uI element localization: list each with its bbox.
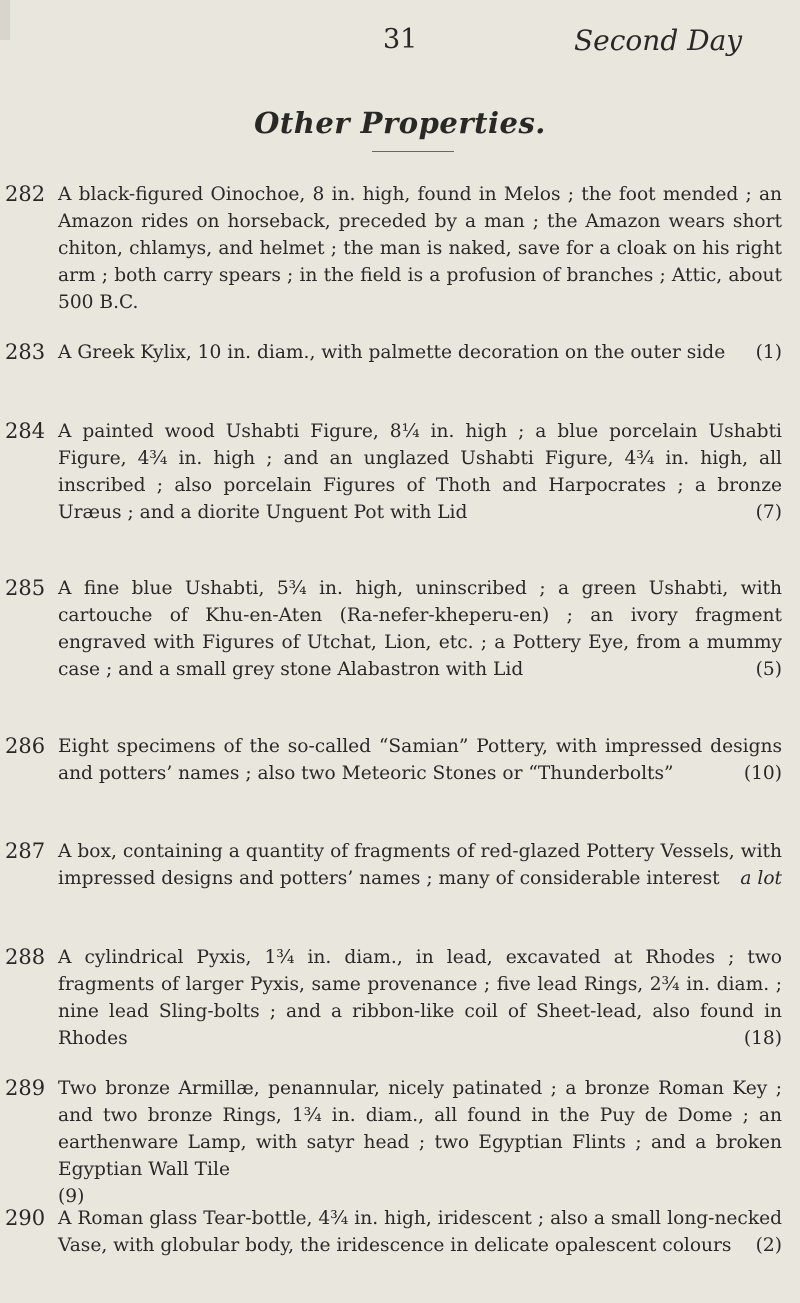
lot-number: 290	[5, 1206, 46, 1230]
lot-description	[58, 181, 782, 316]
lot-description	[58, 1205, 782, 1259]
lot-description-text: Two bronze Armillæ, penannular, nicely patinated ; a bronze Roman Key ; and two bronze Rings, 1¾ in. diam., all found in the Puy de Dome ; an earthenware Lamp, with satyr head ; two Egyptian Flints ; and a broken Egyptian Wall Tile	[58, 1078, 782, 1180]
lot-quantity: (10)	[743, 763, 782, 784]
lot-quantity: (9)	[58, 1186, 85, 1207]
page-number: 31	[383, 24, 418, 55]
lot-description-text: A cylindrical Pyxis, 1¾ in. diam., in lead, excavated at Rhodes ; two fragments of larger Pyxis, same provenance ; five lead Rings, 2¾ in. diam. ; nine lead Sling-bolts ; and a ribbon-like coil of Sheet-lead, also found in Rhodes	[58, 947, 782, 1049]
lot-description	[58, 944, 782, 1052]
lot-number: 286	[5, 734, 46, 758]
lot-number: 282	[5, 182, 46, 206]
lot-description	[58, 339, 782, 366]
lot-number: 283	[5, 340, 46, 364]
lot-description	[58, 418, 782, 526]
lot-description	[58, 1075, 782, 1210]
lot-number: 285	[5, 576, 46, 600]
page-header	[0, 24, 800, 64]
lot-number: 289	[5, 1076, 46, 1100]
lot-description-text: A Greek Kylix, 10 in. diam., with palmette decoration on the outer side	[58, 342, 726, 363]
lot-number: 288	[5, 945, 46, 969]
lot-description-text: A fine blue Ushabti, 5¾ in. high, uninscribed ; a green Ushabti, with cartouche of Khu-en-Aten (Ra-nefer-kheperu-en) ; an ivory fragment engraved with Figures of Utchat, Lion, etc. ; a Pottery Eye, from a mummy case ; and a small grey stone Alabastron with Lid	[58, 578, 782, 680]
lot-description-text: Eight specimens of the so-called “Samian” Pottery, with impressed designs and potters’ names ; also two Meteoric Stones or “Thunderbolts”	[58, 736, 782, 784]
lot-quantity: (7)	[755, 502, 782, 523]
lot-description-text: A painted wood Ushabti Figure, 8¼ in. high ; a blue porcelain Ushabti Figure, 4¾ in. high ; and an unglazed Ushabti Figure, 4¾ in. high, all inscribed ; also porcelain Figures of Thoth and Harpocrates ; a bronze Uræus ; and a diorite Unguent Pot with Lid	[58, 421, 782, 523]
lot-number: 284	[5, 419, 46, 443]
section-title: Other Properties.	[254, 106, 546, 140]
lot-description-text: A Roman glass Tear-bottle, 4¾ in. high, iridescent ; also a small long-necked Vase, with globular body, the iridescence in delicate opalescent colours	[58, 1208, 782, 1256]
lot-quantity: (1)	[755, 342, 782, 363]
lot-description	[58, 838, 782, 892]
lot-quantity: (5)	[755, 659, 782, 680]
lot-description-text: A black-figured Oinochoe, 8 in. high, found in Melos ; the foot mended ; an Amazon rides on horseback, preceded by a man ; the Amazon wears short chiton, chlamys, and helmet ; the man is naked, save for a cloak on his right arm ; both carry spears ; in the field is a profusion of branches ; Attic, about 500 B.C.	[58, 184, 782, 313]
lot-quantity: a lot	[740, 868, 782, 889]
lot-quantity: (18)	[743, 1028, 782, 1049]
running-head-day: Second Day	[574, 24, 743, 57]
lot-description	[58, 733, 782, 787]
lot-quantity: (2)	[755, 1235, 782, 1256]
title-rule	[372, 151, 454, 152]
lot-description	[58, 575, 782, 683]
lot-number: 287	[5, 839, 46, 863]
lot-description-text: A box, containing a quantity of fragments of red-glazed Pottery Vessels, with impressed designs and potters’ names ; many of considerable interest	[58, 841, 782, 889]
